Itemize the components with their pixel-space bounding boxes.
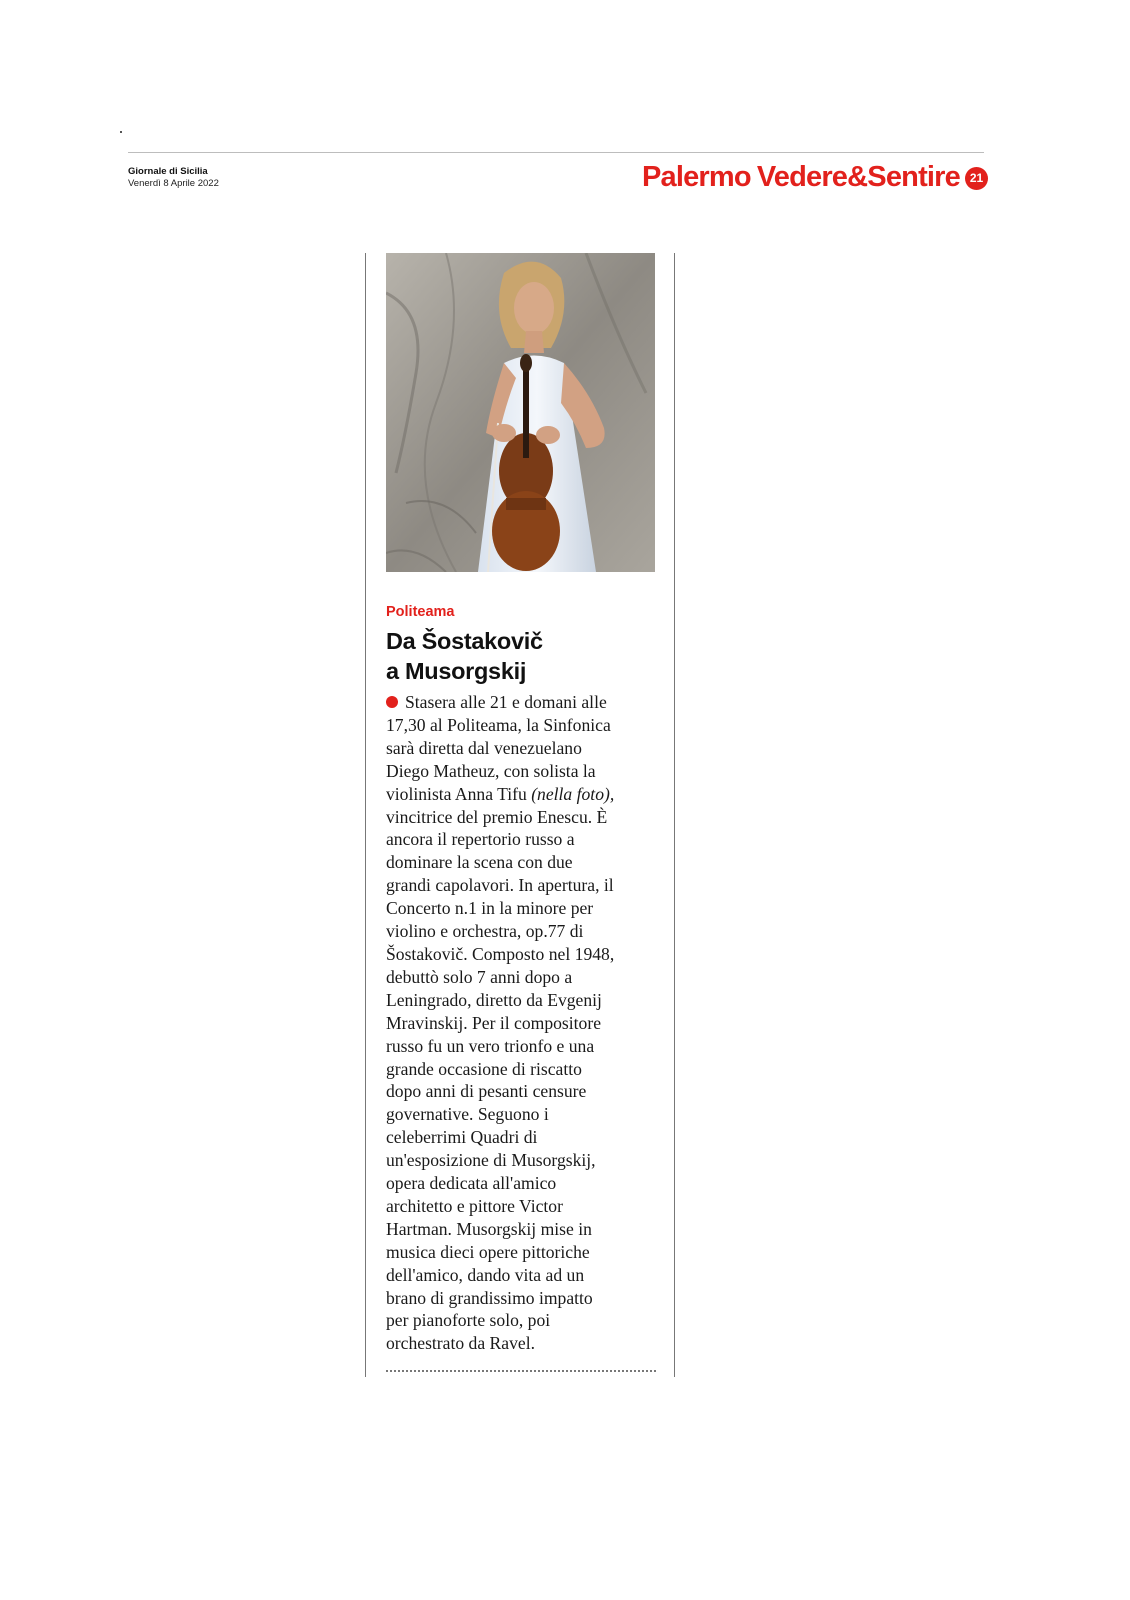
article-end-rule xyxy=(386,1370,656,1372)
body-line: debuttò solo 7 anni dopo a xyxy=(386,966,573,987)
body-line: violinista Anna Tifu (nella foto), xyxy=(386,783,615,804)
print-mark xyxy=(120,131,122,133)
article-photo xyxy=(386,253,655,572)
page-number-badge: 21 xyxy=(965,167,988,190)
newspaper-name: Giornale di Sicilia xyxy=(128,166,208,177)
body-line: grandi capolavori. In apertura, il xyxy=(386,875,614,896)
body-line: musica dieci opere pittoriche xyxy=(386,1241,590,1262)
body-line: brano di grandissimo impatto xyxy=(386,1287,593,1308)
body-line: russo fu un vero trionfo e una xyxy=(386,1035,595,1056)
body-line: Concerto n.1 in la minore per xyxy=(386,898,594,919)
headline-line: Da Šostakovič xyxy=(386,628,543,654)
section-city: Palermo xyxy=(641,161,751,193)
body-line: opera dedicata all'amico xyxy=(386,1173,557,1194)
body-line: Stasera alle 21 e domani alle xyxy=(386,691,661,714)
headline-line: a Musorgskij xyxy=(386,658,527,684)
body-line: orchestrato da Ravel. xyxy=(386,1333,535,1354)
body-line: dell'amico, dando vita ad un xyxy=(386,1264,585,1285)
body-line: Mravinskij. Per il compositore xyxy=(386,1012,602,1033)
body-line: Diego Matheuz, con solista la xyxy=(386,760,596,781)
body-line: sarà diretta dal venezuelano xyxy=(386,737,582,758)
body-line: 17,30 al Politeama, la Sinfonica xyxy=(386,714,611,735)
section-name: Vedere&Sentire xyxy=(756,161,960,193)
photo-reference: (nella foto), xyxy=(531,783,615,804)
column-rule-left xyxy=(365,253,366,1377)
body-line: Hartman. Musorgskij mise in xyxy=(386,1218,592,1239)
body-line: celeberrimi Quadri di xyxy=(386,1127,538,1148)
body-line: architetto e pittore Victor xyxy=(386,1195,563,1216)
body-line: governative. Seguono i xyxy=(386,1104,549,1125)
article-kicker: Politeama xyxy=(386,604,455,620)
body-line: Leningrado, diretto da Evgenij xyxy=(386,989,602,1010)
issue-date: Venerdì 8 Aprile 2022 xyxy=(128,178,219,189)
body-line: per pianoforte solo, poi xyxy=(386,1310,551,1331)
body-line: ancora il repertorio russo a xyxy=(386,829,575,850)
body-line: grande occasione di riscatto xyxy=(386,1058,582,1079)
article-body xyxy=(386,691,661,1355)
article-headline xyxy=(386,626,656,686)
body-line: un'esposizione di Musorgskij, xyxy=(386,1150,596,1171)
body-line: violino e orchestra, op.77 di xyxy=(386,921,584,942)
column-rule-right xyxy=(674,253,675,1377)
section-title xyxy=(642,160,960,194)
violinist-photo xyxy=(386,253,655,572)
body-line: dominare la scena con due xyxy=(386,852,573,873)
body-line: vincitrice del premio Enescu. È xyxy=(386,806,608,827)
body-line: Šostakovič. Composto nel 1948, xyxy=(386,943,615,964)
header-rule xyxy=(128,152,984,153)
body-line: dopo anni di pesanti censure xyxy=(386,1081,587,1102)
bullet-dot-icon xyxy=(386,696,398,708)
